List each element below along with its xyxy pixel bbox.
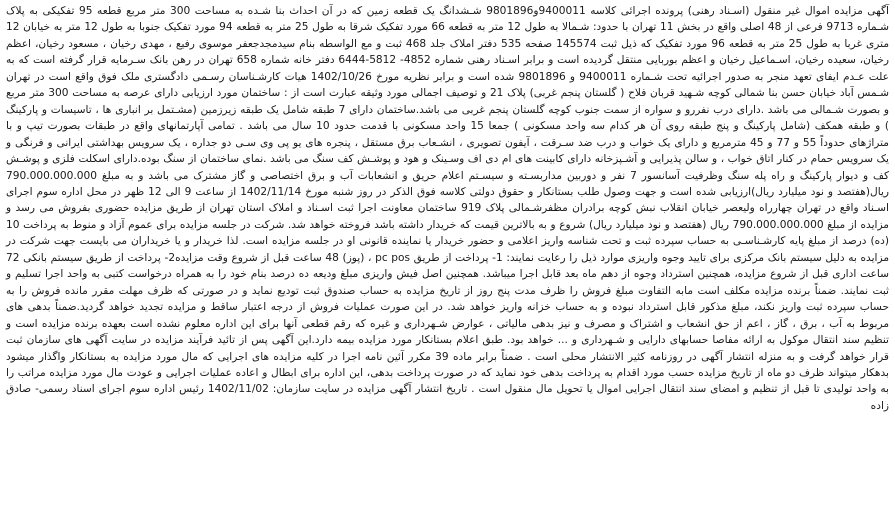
auction-notice-text: آگهی مزایده اموال غیر منقول (اسـناد رهنی) پرونده اجرائی کلاسه 9400011و9801896 شـشدانگ یک قطعه زمین که در آن احداث بنا شـده به مساحت 300 متر مربع قطعه 95 تفکیکی به پلاک شـماره 9713 فرعی از 48 اصلی واقع در بخش 11 تهران با حدود: شـمالا به طول 12 متر به قطعه 66 مورد تفکیک شرقا به طول 25 متر به قطعه 94 مورد تفکیک جنوبا به طول 12 متر به خیابان 12 متری غربا به طول 25 متر به قطعه 96 مورد تفکیک که ذیل ثبت 145574 صفحه 535 دفتر املاک جلد 468 ثبت و مع الواسطه بنام سیدمجدجعفر موسوی رفیع ، مهدی رخیان ، مسعود رخیان، اعظم رخیان، سعیده رخیان، اسـماعیل رخیان و اعظم بوربایی منتقل گردیده است و برابر اسـناد رهنی شماره 4852- 5812-6444 دفتر خانه شماره 658 تهران در رهن بانک سـرمایه قرار گرفته است که به علت عـدم ایفای تعهد منجر به صدور اجرائیه تحت شـماره 9400011 و 9801896 شده است و برابر نظریه مورخ 1402/10/26 هیات کارشـناسان رسـمی دادگستری ملک فوق واقع است در تهران شـمس آباد خیابان حسن بنا شمالی کوچه شـهید قربان فلاح ( گلستان پنجم غربی) پلاک 21 و توصیف اجمالی مورد وثیقه عبارت است از : ساختمان مورد ارزیابی دارای عرصه به مساحت 300 متر مربع و بصورت شـمالی می باشد .دارای درب نفررو و سواره از سمت جنوب کوچه گلستان پنجم غربی می باشد.ساختمان دارای 7 طبقه شامل یک طبقه زیرزمین (مشـتمل بر انباری ها ، تاسیسات و پارکینگ ) و طبقه همکف (شامل پارکینگ و پنج طبقه روی آن هر کدام سه واحد مسکونی ) جمعا 15 واحد مسکونی با قدمت حدود 10 سال می باشد . تمامی آپارتمانهای واقع در طبقات بصورت تیپ و با متراژهای حدوداً 55 و 77 و 45 مترمربع و دارای یک خواب و درب ضد سـرقت ، آیفون تصویری ، انشـعاب برق مستقل ، پنجره های یو پی وی سـی دو جداره ، یک سرویس بهداشتی ایرانی و فرنگی و یک سرویس حمام در کنار اتاق خواب ، و سالن پذیرایی و آشـپزخانه دارای کابینت های ام دی اف وسـینک و هود و پوشـش کف سنگ می باشد .نمای ساختمان از سنگ بوده.دارای اسکلت فلزی و پوشـش کف و دیوار پارکینگ و راه پله سنگ وظرفیت آسانسور 7 نفر و دوربین مداربسـته و سیسـتم اعلام حریق و انشعابات آب و برق اختصاصی و گاز مشترک می باشد و به مبلغ 790.000.000.000 ریال(هفتصد و نود میلیارد ریال)ارزیابی شده است و جهت وصول طلب بستانکار و حقوق دولتی کلاسه فوق الذکر در روز شنبه مورخ 1402/11/14 از ساعت 9 الی 12 ظهر در محل اداره سوم اجرای اسـناد واقع در تهران چهارراه ولیعصر خیابان انقلاب نبش کوچه برادران مظفرشـمالی پلاک 919 ساختمان معاونت اجرا ثبت اسـناد و املاک استان تهران از طریق مزایده حضوری بفروش می رسد و مزایده از مبلغ 790.000.000.000 ریال (هفتصد و نود میلیارد ریال) شروع و به بالاترین قیمت که خریدار داشته باشد فروخته خواهد شد. شرکت در جلسه مزایده برای عموم آزاد و منوط به پرداخت 10 (ده) درصد از مبلغ پایه کارشـناسـی به حساب سپرده ثبت و تحت شناسه واریز اعلامی و حضور خریدار یا نماینده قانونی او در جلسه مزایده است. لذا خریدار و یا خریداران می بایست جهت شرکت در مزایده به دلیل سیستم بانک مرکزی برای تایید وجوه واریزی موارد ذیل را رعایت نمایند: 1- پرداخت از طریق pc pos ، (پوز) 48 ساعت قبل از شروع وقت مزایده2- پرداخت از طریق سیستم بانکی 72 ساعت اداری قبل از شروع مزایده، همچنین استرداد وجوه از دهم ماه بعد قابل اجرا میباشد. همچنین اصل فیش واریزی مبلغ ودیعه ده درصد بنام خود را به همراه درخواست کتبی به واحد اجرا تسلیم و ثبت نمایند. ضمناً برنده مزایده مکلف است مابه التفاوت مبلغ فروش را ظرف مدت پنج روز از تاریخ مزایده به حساب صندوق ثبت تودیع نماید و در صورتی که ظرف مهلت مقرر مانده فروش را به حساب سپرده ثبت واریز نکند، مبلغ مذکور قابل استرداد نبوده و به حساب خزانه واریز خواهد شد. در این صورت عملیات فروش از درجه اعتبار ساقط و مزایده تجدید خواهد گردید.ضمناً بدهی های مربوط به آب ، برق ، گاز ، اعم از حق انشعاب و اشتراک و مصرف و نیز بدهی مالیاتی ، عوارض شـهرداری و غیره که رقم قطعی آنها برای این اداره معلوم نشده است بعهده برنده مزایده است و تنظیم سند انتقال موکول به ارائه مفاصا حسابهای دارایی و شـهرداری و ... خواهد بود. طبق اعلام بستانکار مورد مزایده بیمه دارد.این آگهی پس از تائید فرآیند مزایده در سایت آگهی های سازمان ثبت قرار خواهد گرفت و به منزله انتشار آگهی در روزنامه کثیر الانتشار محلی است . ضمناً برابر ماده 39 مکرر آئین نامه اجرا در کلیه مزایده های اجرایی که مال مورد مزایده به بستانکار واگذار میشود بدهکار میتواند ظرف دو ماه از تاریخ مزایده حسب مورد اقدام به پرداخت بدهی خود نماید که در صورت پرداخت بدهی، این اداره برای ابطال و اعاده عملیات اجرایی و عودت مال مورد مزایده مراتب را به واحد تولیدی تا قبل از تنظیم و امضای سند انتقال اجرایی اموال یا تحویل مال منقول است . تاریخ انتشار آگهی مزایده در سایت سازمان: 1402/11/02 رئیس اداره سوم اجرای اسناد رسمی- صادق زاده — [6, 5, 890, 412]
